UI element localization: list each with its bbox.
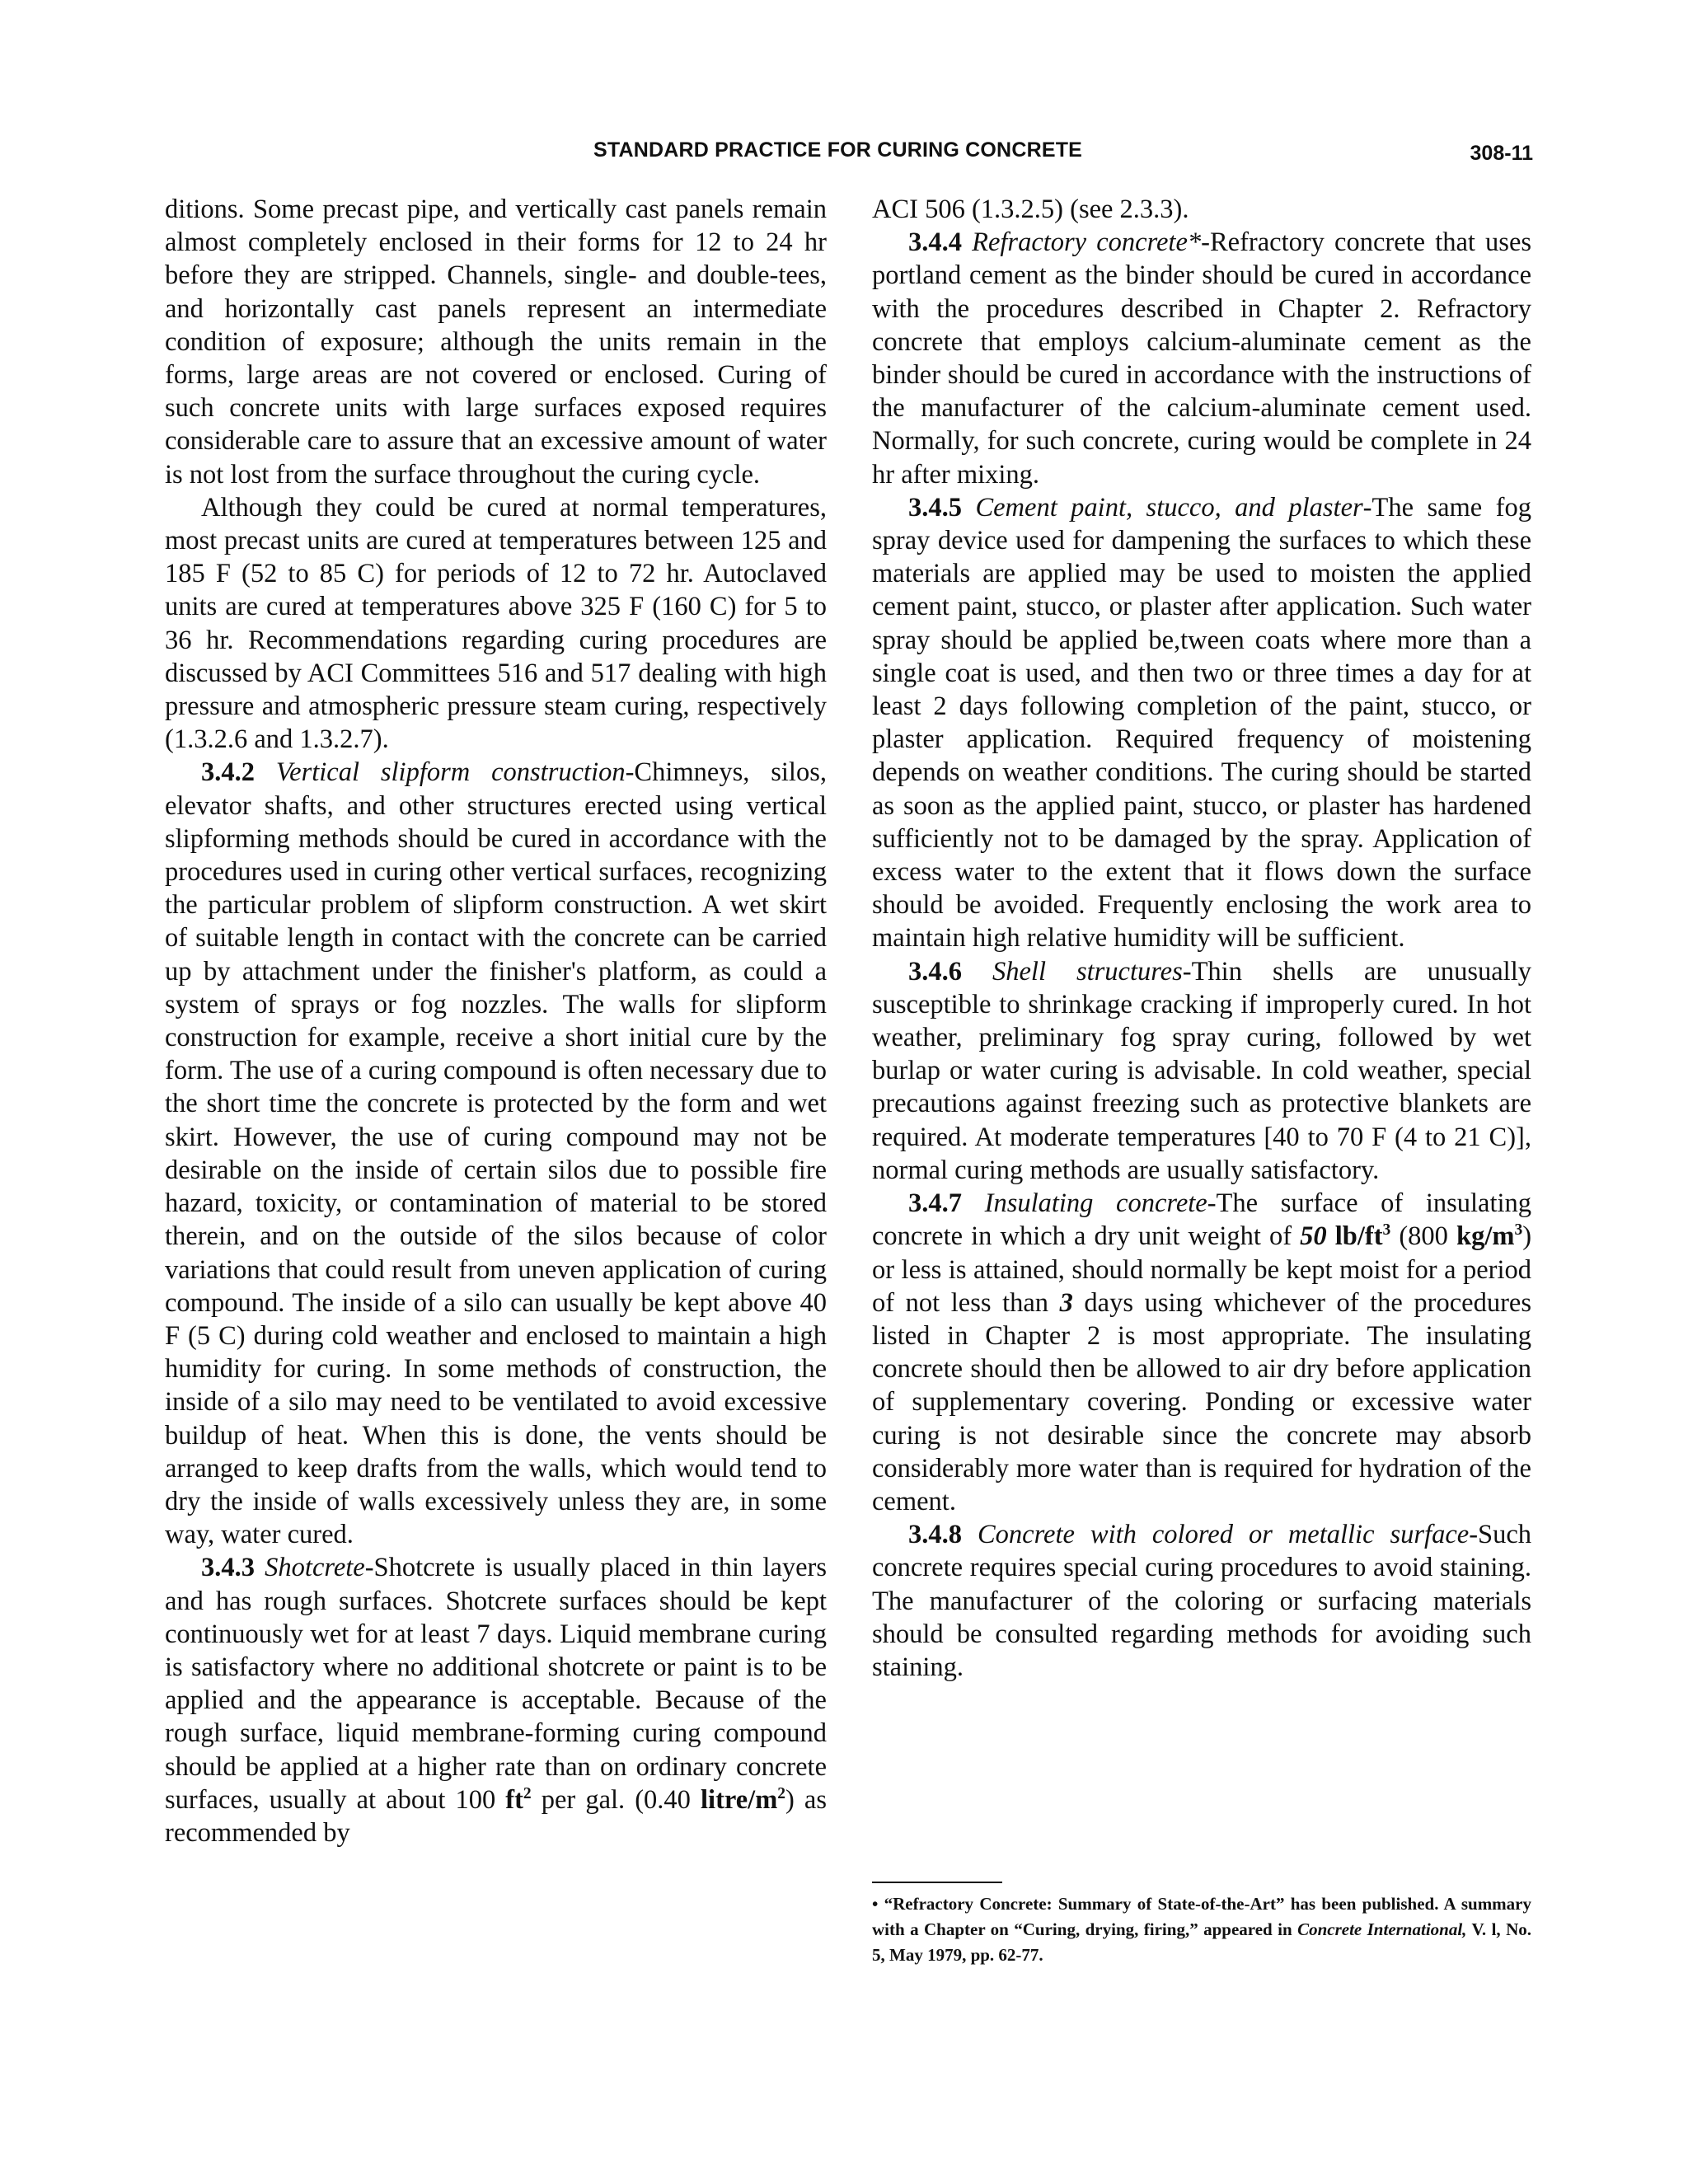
section-number: 3.4.2 [201,757,255,788]
section-number: 3.4.3 [201,1553,255,1583]
footnote-text: • “Refractory Concrete: Summary of State-of-the-Art” has been published. A summary with a Chapter on “Curing, drying, firing,” appeared in [872,1894,1531,1939]
footnote-journal: Concrete International, [1297,1919,1467,1939]
section-3-4-3 [165,1551,827,1849]
paragraph-text: ditions. Some precast pipe, and vertically cast panels remain almost completely enclosed in their forms for 12 to 24 hr before they are stripped. Channels, single- and double-tees, and horizontally cast panels represent an intermediate condition of exposure; although the units remain in the forms, large areas are not covered or enclosed. Curing of such concrete units with large surfaces exposed requires considerable care to assure that an excessive amount of water is not lost from the surface throughout the curing cycle. [165,194,827,490]
section-text: -The same fog spray device used for dampening the surfaces to which these materials are applied may be used to moisten the applied cement paint, stucco, or plaster after application. Such water spray should be applied be,tween coats where more than a single coat is used, and then two or three times a day for at least 2 days following completion of the paint, stucco, or plaster application. Required frequency of moistening depends on weather conditions. The curing should be started as soon as the applied paint, stucco, or plaster has hardened sufficiently not to be damaged by the spray. Application of excess water to the extent that it flows down the surface should be avoided. Frequently enclosing the work area to maintain high relative humidity will be sufficient. [872,492,1532,954]
section-text: -Thin shells are unusually susceptible to shrinkage cracking if improperly cured. In hot weather, preliminary fog spray curing, followed by wet burlap or water curing is advisable. In cold weather, special precautions against freezing such as protective blankets are required. At moderate temperatures [40 to 70 F (4 to 21 C)], normal curing methods are usually satisfactory. [872,956,1531,1185]
section-number: 3.4.8 [908,1520,962,1550]
section-number: 3.4.5 [908,492,962,523]
unit-text: ft [505,1784,523,1815]
section-text: -Chimneys, silos, elevator shafts, and other structures erected using vertical slipforming methods should be cured in accordance with the procedures used in curing other vertical surfaces, recognizing the particular problem of slipform construction. A wet skirt of suitable length in contact with the concrete can be carried up by attachment under the finisher's platform, as could a system of sprays or fog nozzles. The walls for slipform construction for example, receive a short initial cure by the form. The use of a curing compound is often necessary due to the short time the concrete is protected by the form and wet skirt. However, the use of curing compound may not be desirable on the inside of certain silos due to possible fire hazard, toxicity, or contamination of material to be stored therein, and on the outside of the silos because of color variations that could result from uneven application of curing compound. The inside of a silo can usually be kept above 40 F (5 C) during cold weather and enclosed to maintain a high humidity for curing. In some methods of construction, the inside of a silo may need to be ventilated to avoid excessive buildup of heat. When this is done, the vents should be arranged to keep drafts from the walls, which would tend to dry the inside of walls excessively unless they are, in some way, water cured. [165,757,827,1550]
right-column [872,193,1531,1684]
unit-text: kg/m [1456,1221,1515,1252]
paragraph-text: ACI 506 (1.3.2.5) (see 2.3.3). [872,194,1189,224]
section-text: days using whichever of the procedures listed in Chapter 2 is most appropriate. The insulating concrete should then be allowed to air dry before application of supplementary covering. Ponding or excessive water curing is not desirable since the concrete may absorb considerably more water than is required for hydration of the cement. [872,1287,1531,1516]
section-3-4-8 [872,1518,1531,1684]
section-number: 3.4.6 [908,956,962,987]
paragraph [165,491,827,757]
section-text: -Refractory concrete that uses portland cement as the binder should be cured in accordance with the procedures described in Chapter 2. Refractory concrete that employs calcium-aluminate cement as the binder should be cured in accordance with the instructions of the manufacturer of the calcium-aluminate cement used. Normally, for such concrete, curing would be complete in 24 hr after mixing. [872,227,1532,490]
section-text: -The surface of insulating concrete in which a dry unit weight of [872,1188,1532,1252]
running-header-title: STANDARD PRACTICE FOR CURING CONCRETE [593,138,1083,162]
paragraph [872,193,1531,226]
section-text: (800 [1390,1221,1456,1252]
section-title: Refractory concrete* [972,227,1202,258]
section-3-4-7 [872,1187,1531,1518]
section-3-4-4 [872,226,1531,491]
section-text: ) or less is attained, should normally be kept moist for a period of not less than [872,1221,1532,1318]
unit-text: lb/ft [1326,1221,1383,1252]
page-number: 308-11 [1470,142,1533,165]
section-title: Concrete with colored or metallic surface [978,1520,1470,1550]
section-title: Shotcrete [265,1553,365,1583]
section-number: 3.4.7 [908,1188,962,1219]
value-text: 3 [1059,1287,1073,1318]
left-column [165,193,827,1849]
section-title: Insulating concrete [984,1188,1207,1219]
paragraph-text: Although they could be cured at normal temperatures, most precast units are cured at temperatures between 125 and 185 F (52 to 85 C) for periods of 12 to 72 hr. Autoclaved units are cured at temperatures above 325 F (160 C) for 5 to 36 hr. Recommendations regarding curing procedures are discussed by ACI Committees 516 and 517 dealing with high pressure and atmospheric pressure steam curing, respectively (1.3.2.6 and 1.3.2.7). [165,492,827,755]
section-3-4-6 [872,955,1531,1187]
section-title: Shell structures [992,956,1183,987]
section-number: 3.4.4 [908,227,962,258]
section-title: Cement paint, stucco, and plaster [975,492,1363,523]
superscript: 2 [523,1784,532,1802]
superscript: 3 [1514,1221,1523,1240]
superscript: 2 [777,1784,786,1802]
section-text: per gal. (0.40 [531,1784,701,1815]
value-text: 50 [1300,1221,1327,1252]
footnote-divider [872,1882,1002,1883]
footnote-text: V. l, No. 5, May 1979, pp. 62-77. [872,1919,1531,1965]
running-header [165,138,1533,171]
section-3-4-2 [165,756,827,1551]
unit-text: litre/m [701,1784,778,1815]
section-text: ) as recommended by [165,1784,827,1848]
paragraph [165,193,827,491]
section-text: -Shotcrete is usually placed in thin layers and has rough surfaces. Shotcrete surfaces should be kept continuously wet for at least 7 days. Liquid membrane curing is satisfactory where no additional shotcrete or paint is to be applied and the appearance is acceptable. Because of the rough surface, liquid membrane-forming curing compound should be applied at a higher rate than on ordinary concrete surfaces, usually at about 100 [165,1553,828,1815]
section-3-4-5 [872,491,1531,955]
footnote [872,1891,1531,1968]
section-text: -Such concrete requires special curing procedures to avoid staining. The manufacturer of the coloring or surfacing materials should be consulted regarding methods for avoiding such staining. [872,1520,1532,1682]
superscript: 3 [1382,1221,1391,1240]
section-title: Vertical slipform construction [275,757,626,788]
